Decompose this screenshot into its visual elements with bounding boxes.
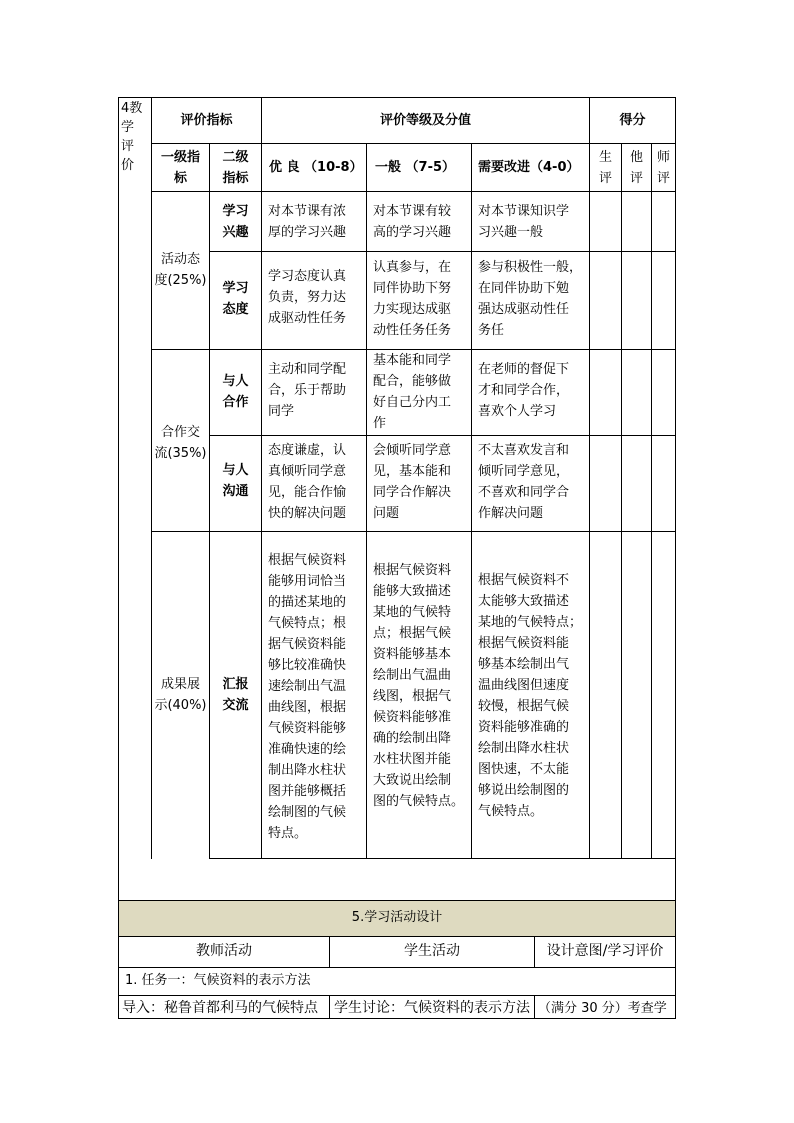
row5-level2: 汇报 交流 [222,677,249,713]
col-line-average [366,143,367,859]
section5-col-design: 设计意图/学习评价 [546,943,664,959]
header-level2: 二级 指标 [222,150,249,186]
header-score: 得分 [619,113,646,128]
row5-improve: 根据气候资料不 太能够大致描述 某地的气候特点； 根据气候资料能 够基本绘制出气 温曲线图但速度 较慢，根据气候 资料能够准确的 绘制出降水柱状 图快速，不太能 够说出绘制图的 气候特点。 [478,573,583,819]
row5-average: 根据气候资料 能够大致描述 某地的气候特 点；根据气候 资料能够基本 绘制出气温曲 线图，根据气 候资料能够准 确的绘制出降 水柱状图并能 大致说出绘制 图的气候特点。 [373,563,465,809]
table-border-right [675,97,676,1019]
section5-col-line-3 [329,995,330,1019]
header-teacher: 师 评 [656,150,670,186]
line-section5-title-bottom [118,936,676,937]
line-row1-bottom [209,251,676,252]
row4-improve: 不太喜欢发言和 倾听同学意见， 不喜欢和同学合 作解决问题 [478,443,570,521]
group-cooperation: 合作交 流(35%) [154,425,207,461]
section5-task1: 1. 任务一：气候资料的表示方法 [125,973,311,988]
col-line-teacher [651,143,652,859]
row2-excellent: 学习态度认真 负责，努力达 成驱动性任务 [268,269,347,326]
line-section5-colheader-bottom [118,967,676,968]
header-indicator: 评价指标 [180,113,233,128]
section5-design-note: （满分 30 分）考查学 [538,1001,667,1016]
row3-improve: 在老师的督促下 才和同学合作， 喜欢个人学习 [478,362,570,419]
section5-student-discussion: 学生讨论：气候资料的表示方法 [334,1000,530,1016]
header-average: 一般 （7-5） [375,160,456,175]
row5-excellent: 根据气候资料 能够用词恰当 的描述某地的 气候特点；根 据气候资料能 够比较准确快 速绘制出气温 曲线图，根据 气候资料能够 准确快速的绘 制出降水柱状 图并能够概括 绘制图的气候 特点。 [268,553,347,841]
col-line-score [589,97,590,859]
line-row5-bottom [209,858,676,859]
group-results: 成果展 示(40%) [154,677,207,713]
row2-improve: 参与积极性一般， 在同伴协助下勉 强达成驱动性任 务任 [478,260,583,338]
eval-inner-left [151,97,152,859]
row3-average: 基本能和同学 配合，能够做 好自己分内工 作 [373,353,452,431]
line-row3-bottom [209,435,676,436]
row3-level2: 与人 合作 [222,374,249,410]
section5-col-line-4 [534,995,535,1019]
row2-level2: 学习 态度 [222,281,249,317]
table-border-left [118,97,119,1019]
header-peer: 他 评 [629,150,643,186]
header-self: 生 评 [598,150,612,186]
row2-average: 认真参与，在 同伴协助下努 力实现达成驱 动性任务任务 [373,260,452,338]
col-line-peer [621,143,622,859]
header-improve: 需要改进（4-0） [478,160,580,175]
line-section5-top [118,900,676,901]
section5-title: 5.学习活动设计 [351,910,443,925]
row1-level2: 学习 兴趣 [222,204,249,240]
row4-average: 会倾听同学意 见，基本能和 同学合作解决 问题 [373,443,452,521]
line-header-split [151,143,676,144]
row4-level2: 与人 沟通 [222,463,249,499]
row1-average: 对本节课有较 高的学习兴趣 [373,204,452,240]
row1-improve: 对本节课知识学 习兴趣一般 [478,204,570,240]
row1-excellent: 对本节课有浓 厚的学习兴趣 [268,204,347,240]
header-grade: 评价等级及分值 [379,113,471,128]
row3-excellent: 主动和同学配 合，乐于帮助 同学 [268,362,347,419]
section5-col-teacher: 教师活动 [196,943,252,959]
group-activity-attitude: 活动态 度(25%) [154,252,207,288]
line-task1-bottom [118,995,676,996]
line-group2-bottom [151,531,676,532]
section5-col-student: 学生活动 [404,943,460,959]
col-line-excellent [261,97,262,859]
header-level1: 一级指 标 [160,150,200,186]
line-header-bottom [151,191,676,192]
table-border-top [118,97,676,98]
col-line-improve [471,143,472,859]
section5-teacher-intro: 导入：秘鲁首都利马的气候特点 [122,1000,318,1016]
header-excellent: 优 良 （10-8） [269,160,363,175]
section4-label: 4教 学 评 价 [121,101,143,173]
row4-excellent: 态度谦虚，认 真倾听同学意 见，能合作愉 快的解决问题 [268,443,347,521]
